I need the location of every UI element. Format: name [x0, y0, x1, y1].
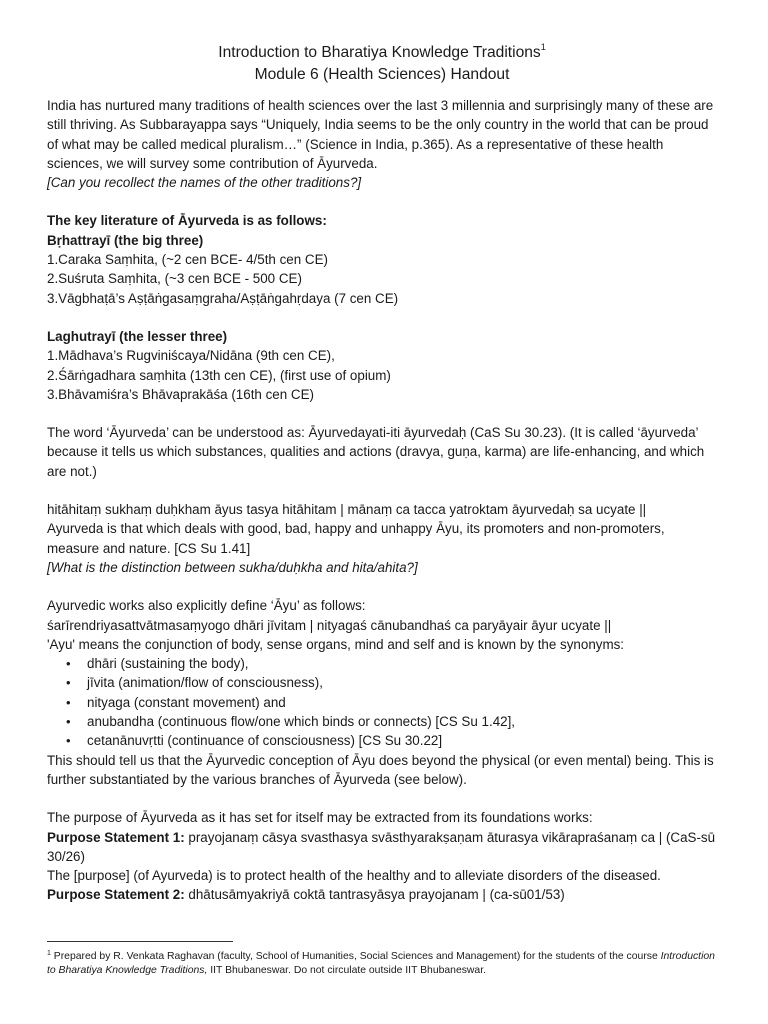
list-item: • nityaga (constant movement) and: [87, 693, 717, 712]
laghutrayi-item: 2.Śārṅgadhara saṃhita (13th cen CE), (first use of opium): [47, 367, 391, 383]
purpose-statement-1-translation: The [purpose] (of Ayurveda) is to protect health of the healthy and to alleviate disorders of the diseased.: [47, 868, 661, 884]
ayu-meaning: 'Ayu' means the conjunction of body, sense organs, mind and self and is known by the synonyms:: [47, 636, 625, 652]
title-text: Introduction to Bharatiya Knowledge Traditions: [218, 44, 541, 61]
title-line-1: [47, 42, 717, 64]
footnote-text-b: IIT Bhubaneswar. Do not circulate outside IIT Bhubaneswar.: [207, 965, 486, 976]
brhattrayi-item: 3.Vāgbhaṭā’s Aṣṭāṅgasaṃgraha/Aṣṭāṅgahṛdaya (7 cen CE): [47, 290, 399, 306]
laghutrayi-heading: Laghutrayī (the lesser three): [47, 328, 228, 344]
ayu-verse: śarīrendriyasattvātmasaṃyogo dhāri jīvitam | nityagaś cānubandhaś ca paryāyair āyur ucyate ||: [47, 617, 612, 633]
literature-heading: The key literature of Āyurveda is as follows:: [47, 213, 327, 229]
hitahitam-question: [What is the distinction between sukha/duḥkha and hita/ahita?]: [47, 559, 418, 575]
hitahitam-verse: hitāhitaṃ sukhaṃ duḥkham āyus tasya hitāhitam | mānaṃ ca tacca yatroktam āyurvedaḥ sa ucyate ||: [47, 502, 647, 518]
hitahitam-translation: Ayurveda is that which deals with good, bad, happy and unhappy Āyu, its promoters and non-promoters, measure and nature. [CS Su 1.41]: [47, 521, 665, 556]
intro-question: [Can you recollect the names of the other traditions?]: [47, 175, 362, 191]
ayu-synonym-list: [47, 654, 717, 750]
footnote-course-title: Introduction to Bharatiya Knowledge Traditions,: [47, 951, 715, 976]
brhattrayi-heading: Bṛhattrayī (the big three): [47, 232, 204, 248]
document-title: [47, 42, 717, 86]
purpose-statement-1: [47, 828, 717, 867]
brhattrayi-item: 2.Suśruta Saṃhita, (~3 cen BCE - 500 CE): [47, 271, 302, 287]
footnote-text-a: Prepared by R. Venkata Raghavan (faculty, School of Humanities, Social Sciences and Management) for the students of the course: [50, 951, 661, 962]
purpose-statement-2-label: Purpose Statement 2:: [47, 887, 185, 903]
purpose-statement-1-label: Purpose Statement 1:: [47, 829, 185, 845]
list-item: • cetanānuvṛtti (continuance of consciousness) [CS Su 30.22]: [87, 731, 717, 750]
title-line-2: Module 6 (Health Sciences) Handout: [254, 66, 510, 83]
handout-page: [47, 42, 717, 905]
purpose-statement-1-text: prayojanaṃ cāsya svasthasya svāsthyarakṣaṇam āturasya vikārapraśanaṃ ca | (CaS-sū 30/26): [47, 829, 716, 864]
footnote-marker: 1: [540, 42, 546, 52]
ayu-intro: Ayurvedic works also explicitly define ‘Āyu’ as follows:: [47, 598, 366, 614]
ayurveda-word-paragraph: The word ‘Āyurveda’ can be understood as: Āyurvedayati-iti āyurvedaḥ (CaS Su 30.23). (It is called ‘āyurveda’ because it tells us which substances, qualities and actions (dravya, guṇa, karma) are life-enhancing, and which are not.): [47, 425, 705, 479]
purpose-statement-2: [47, 885, 717, 904]
footnote-number: 1: [47, 950, 51, 957]
ayu-conclusion: This should tell us that the Āyurvedic conception of Āyu does beyond the physical (or even mental) being. This is further substantiated by the various branches of Āyurveda (see below).: [47, 752, 714, 787]
list-item: • anubandha (continuous flow/one which binds or connects) [CS Su 1.42],: [87, 712, 717, 731]
purpose-statement-2-text: dhātusāmyakriyā coktā tantrasyāsya prayojanam | (ca-sū01/53): [184, 887, 565, 903]
intro-paragraph: India has nurtured many traditions of health sciences over the last 3 millennia and surprisingly many of these are still thriving. As Subbarayappa says “Uniquely, India seems to be the only country in the world that can be proud of what may be called medical pluralism…” (Science in India, p.365). As a representative of these health sciences, we will survey some contribution of Āyurveda.: [47, 98, 714, 171]
footnote-divider: [47, 941, 233, 942]
footnote: [47, 950, 717, 978]
list-item: • dhāri (sustaining the body),: [87, 654, 717, 673]
laghutrayi-item: 3.Bhāvamiśra’s Bhāvaprakāśa (16th cen CE): [47, 386, 314, 402]
purpose-intro: The purpose of Āyurveda as it has set for itself may be extracted from its foundations works:: [47, 810, 593, 826]
laghutrayi-item: 1.Mādhava’s Rugviniścaya/Nidāna (9th cen CE),: [47, 348, 335, 364]
list-item: • jīvita (animation/flow of consciousness),: [87, 673, 717, 692]
brhattrayi-item: 1.Caraka Saṃhita, (~2 cen BCE- 4/5th cen CE): [47, 252, 328, 268]
